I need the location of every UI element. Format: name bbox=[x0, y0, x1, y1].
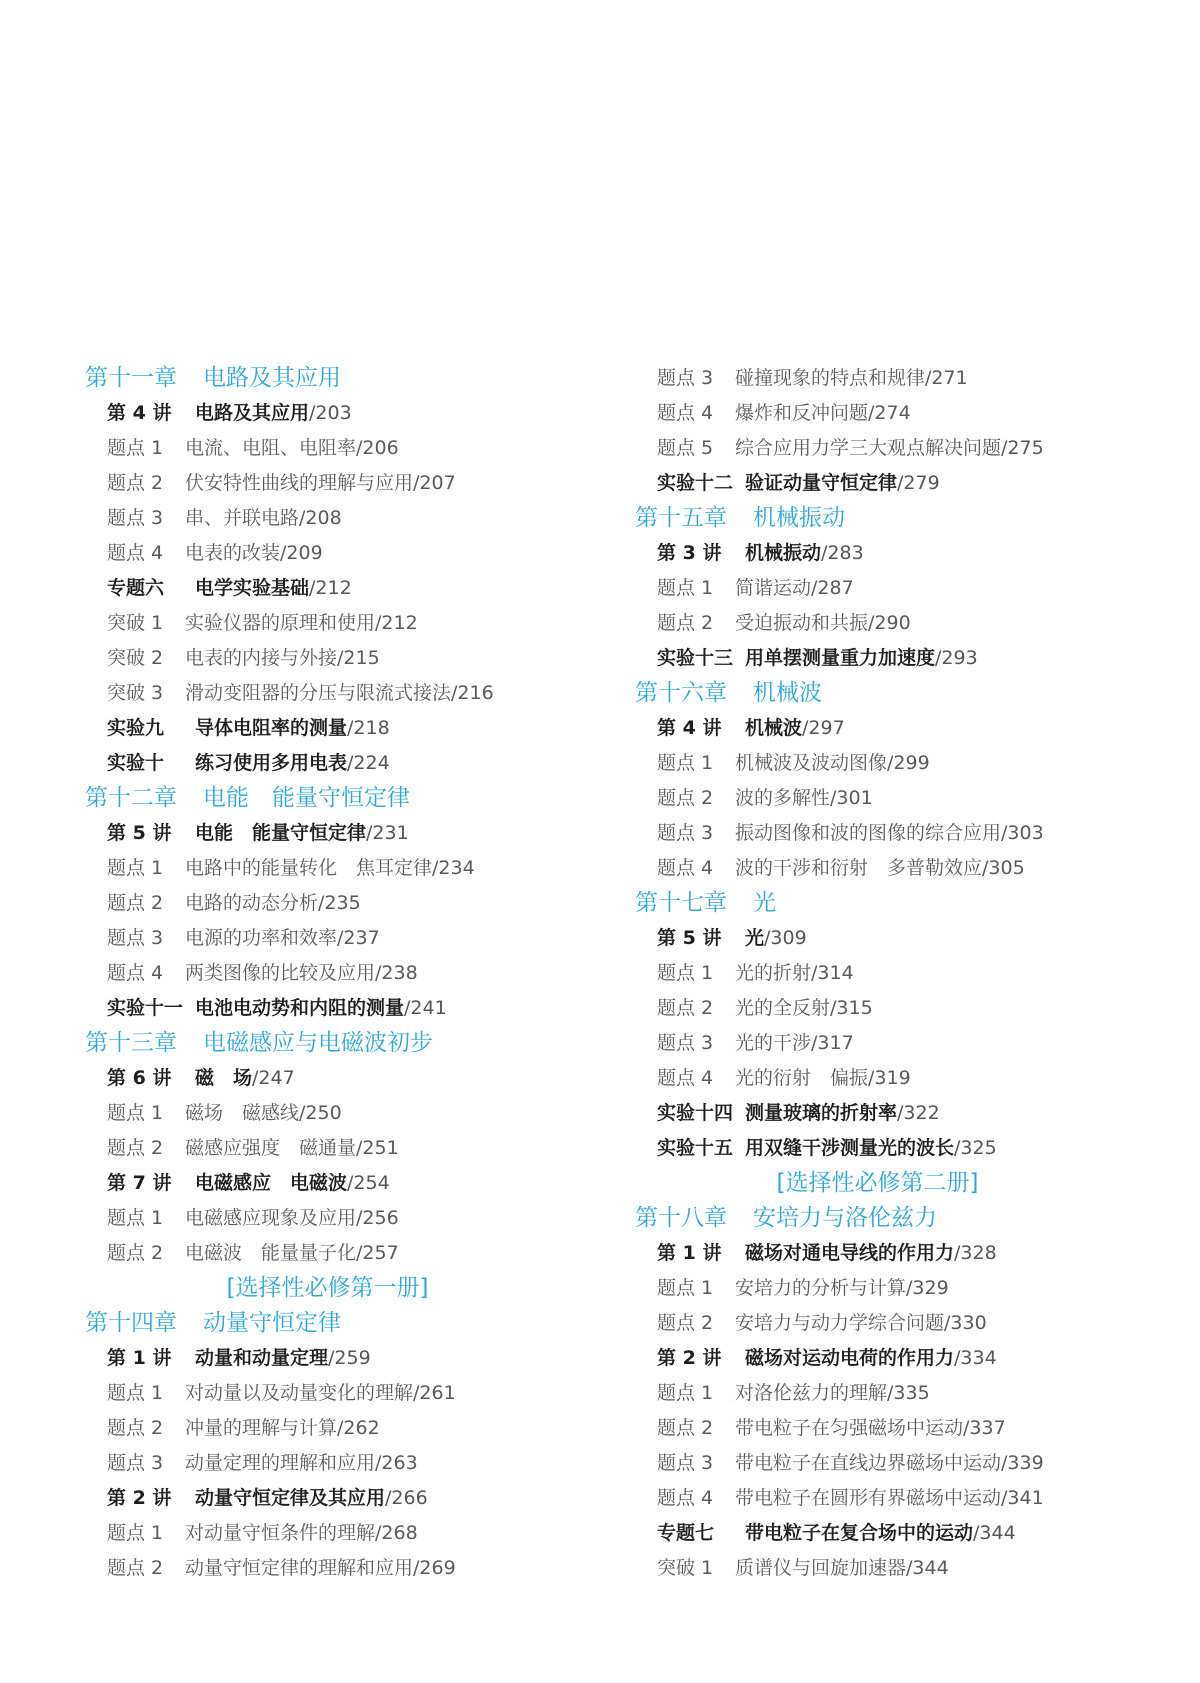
chapter-title: 机械波 bbox=[753, 680, 822, 706]
entry-page-number: /256 bbox=[356, 1207, 399, 1229]
entry-title: 带电粒子在圆形有界磁场中运动 bbox=[735, 1487, 1002, 1509]
entry-title: 碰撞现象的特点和规律 bbox=[735, 367, 926, 389]
toc-topic-entry[interactable] bbox=[635, 1306, 1160, 1341]
entry-title: 光的折射 bbox=[735, 962, 812, 984]
toc-lecture-entry[interactable] bbox=[635, 1516, 1160, 1551]
toc-topic-entry[interactable] bbox=[85, 431, 610, 466]
entry-label: 第 7 讲 bbox=[107, 1172, 172, 1194]
entry-page-number: /218 bbox=[347, 717, 390, 739]
entry-page-number: /274 bbox=[868, 402, 911, 424]
entry-page-number: /290 bbox=[868, 612, 911, 634]
entry-title: 电学实验基础 bbox=[195, 577, 310, 599]
entry-title: 光的干涉 bbox=[735, 1032, 812, 1054]
entry-label: 题点 5 bbox=[657, 437, 714, 459]
entry-page-number: /330 bbox=[944, 1312, 987, 1334]
toc-topic-entry[interactable] bbox=[635, 1376, 1160, 1411]
entry-title: 电表的改装 bbox=[185, 542, 281, 564]
entry-page-number: /247 bbox=[252, 1067, 295, 1089]
toc-lecture-entry[interactable] bbox=[635, 711, 1160, 746]
toc-topic-entry[interactable] bbox=[635, 396, 1160, 431]
entry-page-number: /344 bbox=[906, 1557, 949, 1579]
toc-topic-entry[interactable] bbox=[85, 921, 610, 956]
toc-topic-entry[interactable] bbox=[635, 816, 1160, 851]
entry-title: 综合应用力学三大观点解决问题 bbox=[735, 437, 1002, 459]
entry-title: 简谐运动 bbox=[735, 577, 812, 599]
entry-label: 第 6 讲 bbox=[107, 1067, 172, 1089]
toc-topic-entry[interactable] bbox=[85, 1551, 610, 1586]
entry-title: 两类图像的比较及应用 bbox=[185, 962, 376, 984]
entry-page-number: /325 bbox=[954, 1137, 997, 1159]
entry-page-number: /319 bbox=[868, 1067, 911, 1089]
toc-topic-entry[interactable] bbox=[85, 956, 610, 991]
entry-page-number: /337 bbox=[963, 1417, 1006, 1439]
toc-topic-entry[interactable] bbox=[85, 1096, 610, 1131]
toc-topic-entry[interactable] bbox=[85, 851, 610, 886]
toc-topic-entry[interactable] bbox=[85, 1376, 610, 1411]
toc-topic-entry[interactable] bbox=[635, 991, 1160, 1026]
chapter-number: 第十四章 bbox=[85, 1310, 177, 1336]
chapter-title: 光 bbox=[753, 890, 776, 916]
chapter-title: 机械振动 bbox=[753, 505, 845, 531]
toc-topic-entry[interactable] bbox=[635, 361, 1160, 396]
entry-label: 题点 1 bbox=[657, 1277, 714, 1299]
toc-lecture-entry[interactable] bbox=[85, 1061, 610, 1096]
toc-topic-entry[interactable] bbox=[635, 956, 1160, 991]
toc-topic-entry[interactable] bbox=[635, 851, 1160, 886]
entry-page-number: /275 bbox=[1001, 437, 1044, 459]
entry-label: 题点 3 bbox=[657, 367, 714, 389]
entry-label: 实验十五 bbox=[657, 1137, 734, 1159]
toc-lecture-entry[interactable] bbox=[635, 921, 1160, 956]
entry-title: 伏安特性曲线的理解与应用 bbox=[185, 472, 414, 494]
entry-title: 冲量的理解与计算 bbox=[185, 1417, 338, 1439]
entry-label: 题点 3 bbox=[657, 1032, 714, 1054]
entry-label: 第 4 讲 bbox=[107, 402, 172, 424]
entry-title: 导体电阻率的测量 bbox=[195, 717, 348, 739]
entry-label: 实验十三 bbox=[657, 647, 734, 669]
entry-page-number: /283 bbox=[821, 542, 864, 564]
entry-title: 电能 能量守恒定律 bbox=[195, 822, 367, 844]
entry-page-number: /328 bbox=[954, 1242, 997, 1264]
toc-topic-entry[interactable] bbox=[85, 1236, 610, 1271]
entry-page-number: /329 bbox=[906, 1277, 949, 1299]
entry-title: 带电粒子在复合场中的运动 bbox=[745, 1522, 974, 1544]
entry-title: 动量守恒定律的理解和应用 bbox=[185, 1557, 414, 1579]
toc-topic-entry[interactable] bbox=[635, 746, 1160, 781]
entry-page-number: /216 bbox=[451, 682, 494, 704]
entry-page-number: /212 bbox=[375, 612, 418, 634]
toc-lecture-entry[interactable] bbox=[635, 641, 1160, 676]
entry-page-number: /254 bbox=[347, 1172, 390, 1194]
chapter-number: 第十五章 bbox=[635, 505, 727, 531]
entry-page-number: /263 bbox=[375, 1452, 418, 1474]
entry-title: 磁 场 bbox=[195, 1067, 253, 1089]
entry-page-number: /208 bbox=[299, 507, 342, 529]
toc-topic-entry[interactable] bbox=[635, 781, 1160, 816]
entry-page-number: /235 bbox=[318, 892, 361, 914]
entry-page-number: /339 bbox=[1001, 1452, 1044, 1474]
entry-label: 第 5 讲 bbox=[107, 822, 172, 844]
chapter-title: 电路及其应用 bbox=[203, 365, 341, 391]
entry-label: 题点 1 bbox=[107, 857, 164, 879]
entry-title: 用双缝干涉测量光的波长 bbox=[745, 1137, 955, 1159]
toc-topic-entry[interactable] bbox=[635, 1551, 1160, 1586]
entry-page-number: /207 bbox=[413, 472, 456, 494]
entry-label: 专题七 bbox=[657, 1522, 715, 1544]
entry-label: 题点 1 bbox=[107, 1102, 164, 1124]
chapter-number: 第十三章 bbox=[85, 1030, 177, 1056]
toc-lecture-entry[interactable] bbox=[85, 1481, 610, 1516]
entry-page-number: /309 bbox=[764, 927, 807, 949]
entry-label: 题点 2 bbox=[107, 1557, 164, 1579]
entry-label: 题点 2 bbox=[657, 787, 714, 809]
toc-chapter-heading[interactable] bbox=[85, 361, 610, 396]
entry-title: 电池电动势和内阻的测量 bbox=[195, 997, 405, 1019]
chapter-number: 第十六章 bbox=[635, 680, 727, 706]
entry-label: 第 4 讲 bbox=[657, 717, 722, 739]
entry-label: 题点 1 bbox=[657, 1382, 714, 1404]
entry-title: 实验仪器的原理和使用 bbox=[185, 612, 376, 634]
entry-label: 实验十 bbox=[107, 752, 165, 774]
entry-title: 波的多解性 bbox=[735, 787, 831, 809]
entry-title: 练习使用多用电表 bbox=[195, 752, 348, 774]
toc-lecture-entry[interactable] bbox=[635, 466, 1160, 501]
entry-title: 电流、电阻、电阻率 bbox=[185, 437, 357, 459]
entry-label: 题点 2 bbox=[107, 1242, 164, 1264]
toc-lecture-entry[interactable] bbox=[85, 396, 610, 431]
chapter-title: 动量守恒定律 bbox=[203, 1310, 341, 1336]
entry-page-number: /287 bbox=[811, 577, 854, 599]
entry-page-number: /215 bbox=[337, 647, 380, 669]
entry-page-number: /344 bbox=[973, 1522, 1016, 1544]
toc-lecture-entry[interactable] bbox=[635, 536, 1160, 571]
chapter-number: 第十八章 bbox=[635, 1205, 727, 1231]
chapter-number: 第十二章 bbox=[85, 785, 177, 811]
entry-title: 对动量以及动量变化的理解 bbox=[185, 1382, 414, 1404]
entry-title: 波的干涉和衍射 多普勒效应 bbox=[735, 857, 983, 879]
entry-label: 题点 3 bbox=[107, 507, 164, 529]
toc-topic-entry[interactable] bbox=[85, 1516, 610, 1551]
toc-lecture-entry[interactable] bbox=[635, 1236, 1160, 1271]
toc-topic-entry[interactable] bbox=[85, 1131, 610, 1166]
toc-chapter-heading[interactable] bbox=[635, 1201, 1160, 1236]
entry-page-number: /237 bbox=[337, 927, 380, 949]
entry-page-number: /301 bbox=[830, 787, 873, 809]
toc-lecture-entry[interactable] bbox=[85, 991, 610, 1026]
entry-title: 机械振动 bbox=[745, 542, 822, 564]
entry-title: 带电粒子在匀强磁场中运动 bbox=[735, 1417, 964, 1439]
entry-page-number: /209 bbox=[280, 542, 323, 564]
entry-label: 实验十一 bbox=[107, 997, 184, 1019]
entry-page-number: /341 bbox=[1001, 1487, 1044, 1509]
entry-page-number: /224 bbox=[347, 752, 390, 774]
entry-page-number: /268 bbox=[375, 1522, 418, 1544]
entry-title: 机械波 bbox=[745, 717, 803, 739]
entry-label: 第 2 讲 bbox=[107, 1487, 172, 1509]
entry-page-number: /231 bbox=[366, 822, 409, 844]
entry-title: 滑动变阻器的分压与限流式接法 bbox=[185, 682, 452, 704]
entry-title: 受迫振动和共振 bbox=[735, 612, 869, 634]
entry-page-number: /279 bbox=[897, 472, 940, 494]
entry-label: 题点 2 bbox=[657, 997, 714, 1019]
entry-label: 专题六 bbox=[107, 577, 165, 599]
toc-volume-heading: [选择性必修第二册] bbox=[776, 1170, 979, 1196]
entry-title: 磁场 磁感线 bbox=[185, 1102, 300, 1124]
toc-topic-entry[interactable] bbox=[85, 1446, 610, 1481]
entry-label: 题点 4 bbox=[107, 542, 164, 564]
entry-title: 验证动量守恒定律 bbox=[745, 472, 898, 494]
entry-page-number: /293 bbox=[935, 647, 978, 669]
toc-lecture-entry[interactable] bbox=[85, 816, 610, 851]
entry-label: 题点 1 bbox=[657, 752, 714, 774]
entry-label: 实验九 bbox=[107, 717, 165, 739]
toc-topic-entry[interactable] bbox=[635, 1061, 1160, 1096]
toc-lecture-entry[interactable] bbox=[85, 1341, 610, 1376]
entry-label: 题点 4 bbox=[657, 1067, 714, 1089]
toc-topic-entry[interactable] bbox=[635, 1446, 1160, 1481]
entry-page-number: /303 bbox=[1001, 822, 1044, 844]
toc-topic-entry[interactable] bbox=[85, 606, 610, 641]
entry-page-number: /212 bbox=[309, 577, 352, 599]
entry-page-number: /299 bbox=[887, 752, 930, 774]
toc-topic-entry[interactable] bbox=[85, 641, 610, 676]
toc-topic-entry[interactable] bbox=[635, 1411, 1160, 1446]
entry-label: 题点 2 bbox=[657, 1312, 714, 1334]
entry-label: 突破 2 bbox=[107, 647, 164, 669]
entry-title: 动量守恒定律及其应用 bbox=[195, 1487, 386, 1509]
entry-label: 题点 4 bbox=[657, 1487, 714, 1509]
entry-title: 光 bbox=[745, 927, 765, 949]
entry-label: 第 5 讲 bbox=[657, 927, 722, 949]
toc-topic-entry[interactable] bbox=[85, 466, 610, 501]
entry-page-number: /297 bbox=[802, 717, 845, 739]
toc-topic-entry[interactable] bbox=[85, 501, 610, 536]
entry-page-number: /251 bbox=[356, 1137, 399, 1159]
entry-page-number: /261 bbox=[413, 1382, 456, 1404]
entry-page-number: /234 bbox=[432, 857, 475, 879]
entry-title: 机械波及波动图像 bbox=[735, 752, 888, 774]
chapter-title: 安培力与洛伦兹力 bbox=[753, 1205, 937, 1231]
entry-label: 突破 3 bbox=[107, 682, 164, 704]
entry-label: 突破 1 bbox=[657, 1557, 714, 1579]
toc-topic-entry[interactable] bbox=[635, 431, 1160, 466]
entry-page-number: /259 bbox=[328, 1347, 371, 1369]
entry-title: 用单摆测量重力加速度 bbox=[745, 647, 936, 669]
toc-lecture-entry[interactable] bbox=[85, 746, 610, 781]
entry-label: 题点 2 bbox=[107, 472, 164, 494]
entry-label: 题点 3 bbox=[657, 822, 714, 844]
toc-topic-entry[interactable] bbox=[635, 1481, 1160, 1516]
entry-label: 第 1 讲 bbox=[107, 1347, 172, 1369]
entry-title: 磁场对运动电荷的作用力 bbox=[745, 1347, 955, 1369]
entry-title: 对洛伦兹力的理解 bbox=[735, 1382, 888, 1404]
toc-chapter-heading[interactable] bbox=[635, 501, 1160, 536]
toc-chapter-heading[interactable] bbox=[635, 676, 1160, 711]
entry-title: 磁感应强度 磁通量 bbox=[185, 1137, 357, 1159]
entry-label: 第 2 讲 bbox=[657, 1347, 722, 1369]
entry-page-number: /314 bbox=[811, 962, 854, 984]
toc-topic-entry[interactable] bbox=[85, 676, 610, 711]
toc-lecture-entry[interactable] bbox=[85, 1166, 610, 1201]
toc-topic-entry[interactable] bbox=[635, 571, 1160, 606]
entry-title: 光的衍射 偏振 bbox=[735, 1067, 869, 1089]
entry-label: 题点 1 bbox=[107, 1207, 164, 1229]
entry-page-number: /269 bbox=[413, 1557, 456, 1579]
entry-page-number: /335 bbox=[887, 1382, 930, 1404]
entry-label: 实验十二 bbox=[657, 472, 734, 494]
entry-label: 题点 3 bbox=[107, 927, 164, 949]
entry-label: 题点 1 bbox=[107, 437, 164, 459]
entry-label: 题点 4 bbox=[107, 962, 164, 984]
entry-title: 质谱仪与回旋加速器 bbox=[735, 1557, 907, 1579]
entry-label: 题点 2 bbox=[107, 1417, 164, 1439]
entry-title: 电磁感应 电磁波 bbox=[195, 1172, 348, 1194]
entry-page-number: /266 bbox=[385, 1487, 428, 1509]
toc-topic-entry[interactable] bbox=[635, 606, 1160, 641]
toc-lecture-entry[interactable] bbox=[85, 571, 610, 606]
entry-page-number: /322 bbox=[897, 1102, 940, 1124]
entry-label: 题点 4 bbox=[657, 402, 714, 424]
toc-left-column bbox=[85, 361, 610, 1586]
entry-title: 串、并联电路 bbox=[185, 507, 300, 529]
entry-page-number: /250 bbox=[299, 1102, 342, 1124]
entry-page-number: /315 bbox=[830, 997, 873, 1019]
entry-label: 题点 1 bbox=[657, 962, 714, 984]
entry-label: 题点 2 bbox=[657, 612, 714, 634]
toc-chapter-heading[interactable] bbox=[85, 1026, 610, 1061]
entry-page-number: /305 bbox=[982, 857, 1025, 879]
entry-title: 对动量守恒条件的理解 bbox=[185, 1522, 376, 1544]
entry-page-number: /203 bbox=[309, 402, 352, 424]
toc-lecture-entry[interactable] bbox=[635, 1131, 1160, 1166]
toc-chapter-heading[interactable] bbox=[635, 886, 1160, 921]
entry-label: 题点 2 bbox=[657, 1417, 714, 1439]
chapter-number: 第十七章 bbox=[635, 890, 727, 916]
chapter-title: 电能 能量守恒定律 bbox=[203, 785, 410, 811]
toc-volume-heading: [选择性必修第一册] bbox=[226, 1275, 429, 1301]
entry-page-number: /257 bbox=[356, 1242, 399, 1264]
entry-title: 带电粒子在直线边界磁场中运动 bbox=[735, 1452, 1002, 1474]
entry-label: 第 3 讲 bbox=[657, 542, 722, 564]
entry-title: 磁场对通电导线的作用力 bbox=[745, 1242, 955, 1264]
entry-title: 安培力的分析与计算 bbox=[735, 1277, 907, 1299]
entry-title: 电磁感应现象及应用 bbox=[185, 1207, 357, 1229]
entry-label: 题点 1 bbox=[107, 1382, 164, 1404]
entry-page-number: /271 bbox=[925, 367, 968, 389]
entry-label: 突破 1 bbox=[107, 612, 164, 634]
entry-label: 题点 1 bbox=[657, 577, 714, 599]
entry-title: 测量玻璃的折射率 bbox=[745, 1102, 898, 1124]
entry-page-number: /334 bbox=[954, 1347, 997, 1369]
entry-page-number: /206 bbox=[356, 437, 399, 459]
entry-title: 电路的动态分析 bbox=[185, 892, 319, 914]
chapter-title: 电磁感应与电磁波初步 bbox=[203, 1030, 433, 1056]
entry-title: 动量定理的理解和应用 bbox=[185, 1452, 376, 1474]
toc-lecture-entry[interactable] bbox=[85, 711, 610, 746]
entry-page-number: /262 bbox=[337, 1417, 380, 1439]
entry-label: 题点 3 bbox=[657, 1452, 714, 1474]
entry-title: 电路中的能量转化 焦耳定律 bbox=[185, 857, 433, 879]
toc-chapter-heading[interactable] bbox=[85, 781, 610, 816]
entry-title: 振动图像和波的图像的综合应用 bbox=[735, 822, 1002, 844]
entry-label: 题点 2 bbox=[107, 1137, 164, 1159]
toc-topic-entry[interactable] bbox=[85, 536, 610, 571]
entry-title: 爆炸和反冲问题 bbox=[735, 402, 869, 424]
entry-page-number: /241 bbox=[404, 997, 447, 1019]
toc-topic-entry[interactable] bbox=[85, 1411, 610, 1446]
toc-lecture-entry[interactable] bbox=[635, 1341, 1160, 1376]
entry-label: 题点 4 bbox=[657, 857, 714, 879]
chapter-number: 第十一章 bbox=[85, 365, 177, 391]
entry-page-number: /238 bbox=[375, 962, 418, 984]
entry-title: 光的全反射 bbox=[735, 997, 831, 1019]
entry-title: 电磁波 能量量子化 bbox=[185, 1242, 357, 1264]
entry-label: 题点 3 bbox=[107, 1452, 164, 1474]
toc-lecture-entry[interactable] bbox=[635, 1096, 1160, 1131]
entry-label: 题点 1 bbox=[107, 1522, 164, 1544]
toc-chapter-heading[interactable] bbox=[85, 1306, 610, 1341]
toc-topic-entry[interactable] bbox=[635, 1026, 1160, 1061]
toc-right-column bbox=[635, 361, 1160, 1586]
entry-title: 电路及其应用 bbox=[195, 402, 310, 424]
entry-title: 安培力与动力学综合问题 bbox=[735, 1312, 945, 1334]
entry-title: 电源的功率和效率 bbox=[185, 927, 338, 949]
entry-label: 第 1 讲 bbox=[657, 1242, 722, 1264]
entry-page-number: /317 bbox=[811, 1032, 854, 1054]
toc-topic-entry[interactable] bbox=[85, 886, 610, 921]
entry-title: 电表的内接与外接 bbox=[185, 647, 338, 669]
entry-label: 题点 2 bbox=[107, 892, 164, 914]
entry-label: 实验十四 bbox=[657, 1102, 734, 1124]
toc-topic-entry[interactable] bbox=[85, 1201, 610, 1236]
toc-topic-entry[interactable] bbox=[635, 1271, 1160, 1306]
entry-title: 动量和动量定理 bbox=[195, 1347, 329, 1369]
